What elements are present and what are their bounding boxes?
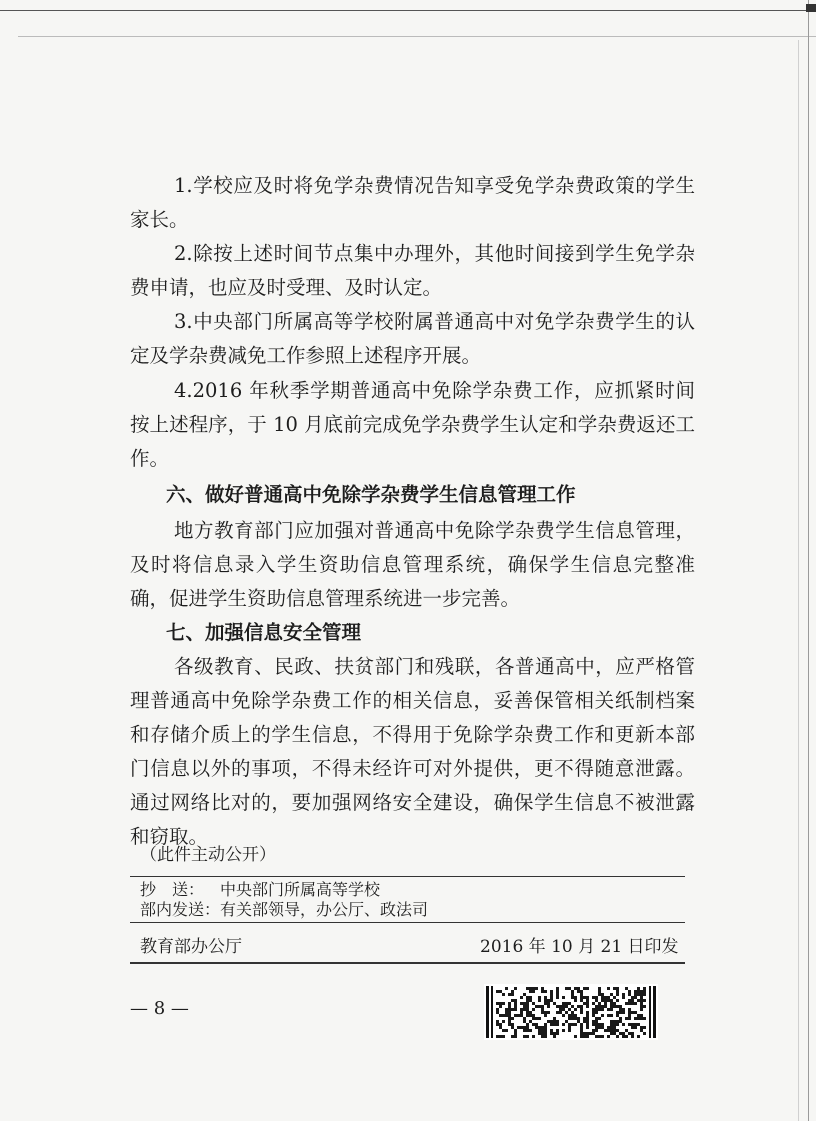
- list-item: 1.学校应及时将免学杂费情况告知享受免学杂费政策的学生家长。: [130, 174, 695, 231]
- barcode-icon: [484, 984, 658, 1040]
- cc-value: 中央部门所属高等学校: [220, 880, 381, 899]
- list-item: 4.2016 年秋季学期普通高中免除学杂费工作，应抓紧时间按上述程序，于 10 月底前完成免学杂费学生认定和学杂费返还工作。: [130, 379, 695, 470]
- internal-label: 部内发送：: [140, 900, 221, 919]
- issuer: 教育部办公厅: [140, 937, 242, 957]
- divider: [130, 922, 685, 923]
- cc-label: 抄 送：: [140, 880, 205, 899]
- page-number: — 8 —: [130, 998, 189, 1019]
- section-heading: 七、加强信息安全管理: [166, 621, 362, 644]
- section-paragraph: 各级教育、民政、扶贫部门和残联，各普通高中，应严格管理普通高中免除学杂费工作的相关信息，妥善保管相关纸制档案和存储介质上的学生信息，不得用于免除学杂费工作和更新本部门信息以外的事项，不得未经许可对外提供，更不得随意泄露。通过网络比对的，要加强网络安全建设，确保学生信息不被泄露和窃取。: [130, 655, 695, 848]
- internal-distribution-line: [140, 900, 428, 920]
- scan-edge-line: [18, 36, 816, 37]
- divider: [130, 962, 685, 964]
- internal-value: 有关部领导，办公厅、政法司: [220, 900, 429, 919]
- cc-line: [140, 880, 380, 900]
- scan-edge-mark: [806, 4, 816, 12]
- scan-edge-line: [798, 40, 799, 1121]
- issue-date: 2016 年 10 月 21 日印发: [480, 937, 679, 957]
- scan-edge-line: [808, 0, 809, 1121]
- public-notice: （此件主动公开）: [140, 845, 276, 865]
- list-item: 2.除按上述时间节点集中办理外，其他时间接到学生免学杂费申请，也应及时受理、及时认定。: [130, 242, 695, 299]
- section-paragraph: 地方教育部门应加强对普通高中免除学杂费学生信息管理，及时将信息录入学生资助信息管理系统，确保学生信息完整准确，促进学生资助信息管理系统进一步完善。: [130, 519, 695, 610]
- list-item: 3.中央部门所属高等学校附属普通高中对免学杂费学生的认定及学杂费减免工作参照上述程序开展。: [130, 310, 695, 367]
- divider: [130, 876, 685, 877]
- section-heading: 六、做好普通高中免除学杂费学生信息管理工作: [166, 483, 576, 506]
- scan-edge-line: [0, 10, 816, 11]
